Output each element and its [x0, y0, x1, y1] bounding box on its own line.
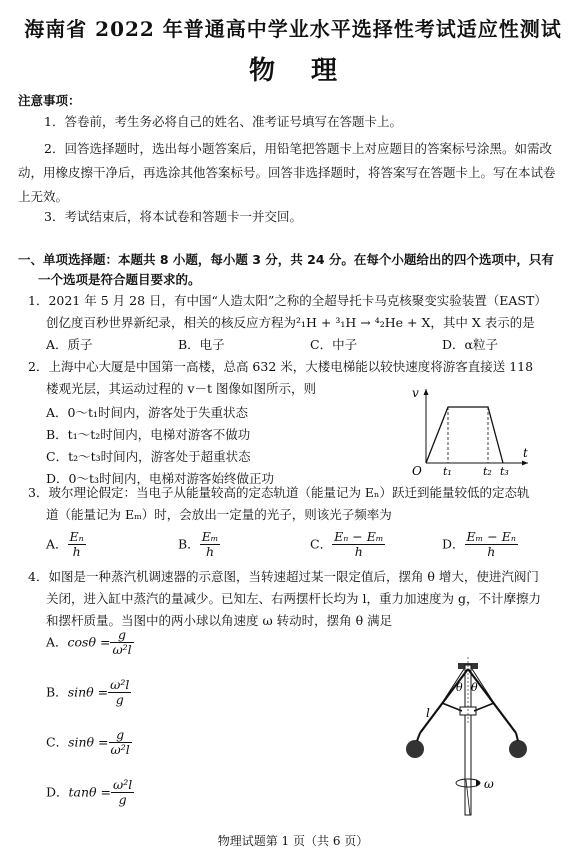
q4-option-d-fn: tanθ = [68, 784, 112, 800]
q4-stem-line-1: 4．如图是一种蒸汽机调速器的示意图，当转速超过某一限定值后，摆角 θ 增大，使进汽阀门 [28, 569, 539, 584]
q2-option-c: C．t₂～t₃时间内，游客处于超重状态 [46, 449, 251, 464]
q4-a-num: g [110, 628, 133, 643]
q1-stem-line-1: 1．2021 年 5 月 28 日，有中国“人造太阳”之称的全超导托卡马克核聚变实验装置（EAST） [28, 293, 547, 308]
q3-options [46, 524, 566, 564]
page-footer: 物理试题第 1 页（共 6 页） [217, 834, 369, 848]
q2-option-d: D．0～t₃时间内，电梯对游客始终做正功 [46, 471, 275, 486]
theta-right-label: θ [471, 681, 478, 694]
q3-stem-line-2: 道（能量记为 Eₘ）时，会放出一定量的光子，则该光子频率为 [46, 507, 392, 522]
v-label: v [412, 386, 419, 400]
q1-options [46, 336, 566, 356]
t3-label: t₃ [500, 465, 509, 477]
q1-option-b: B．电子 [178, 337, 225, 352]
q4-option-b [46, 678, 131, 708]
q2-option-a: A．0～t₁时间内，游客处于失重状态 [46, 405, 249, 420]
q2-options [46, 402, 396, 490]
q4-d-num: ω²l [113, 777, 133, 792]
theta-left-label: θ [456, 681, 463, 694]
q1-option-d: D．α粒子 [442, 337, 498, 352]
q3-stem-line-1: 3．玻尔理论假定：当电子从能量较高的定态轨道（能量记为 Eₙ）跃迁到能量较低的定态轨 [28, 485, 530, 500]
v-axis-arrow [424, 389, 429, 395]
q1-stem-c: ，其中 X 表示的是 [430, 315, 535, 330]
q4-d-den: g [118, 792, 127, 808]
omega-label: ω [484, 777, 494, 791]
section-1-text: 一、单项选择题：本题共 8 小题，每小题 3 分，共 24 分。在每个小题给出的四个选项中，只有一个选项是符合题目要求的。 [18, 252, 554, 287]
q2-option-b: B．t₁～t₂时间内，电梯对游客不做功 [46, 427, 251, 442]
t1-label: t₁ [443, 465, 452, 477]
governor-figure [398, 655, 538, 827]
notice-item-3: 3．考试结束后，将本试卷和答题卡一并交回。 [44, 209, 302, 224]
rotation-arrow-head [476, 779, 480, 787]
q3-option-c [310, 530, 385, 560]
q3-option-b-label: B． [178, 536, 200, 552]
q4-stem-line-3: 和摆杆质量。当图中的两小球以角速度 ω 转动时，摆角 θ 满足 [46, 613, 393, 628]
q4-option-b-fn: sinθ = [67, 684, 109, 700]
vt-curve [426, 407, 503, 463]
q4-options [46, 628, 246, 824]
q3-option-d-label: D． [442, 536, 465, 552]
q4-option-c [46, 728, 132, 758]
q3-option-a [46, 530, 86, 560]
q3-a-num: Eₙ [69, 529, 84, 544]
q4-a-den: ω²l [112, 642, 132, 658]
q3-option-d [442, 530, 518, 560]
q1-stem-line-2 [46, 314, 586, 333]
right-link [474, 703, 494, 711]
right-arm [468, 669, 516, 733]
q4-option-d-label: D． [46, 784, 69, 800]
l-label: l [426, 706, 430, 720]
q4-option-a-fn: cosθ = [67, 634, 111, 650]
q3-b-num: Eₘ [201, 529, 219, 544]
q4-c-num: g [109, 728, 132, 743]
q2-stem-line-1: 2．上海中心大厦是中国第一高楼，总高 632 米，大楼电梯能以较快速度将游客直接送 118 [28, 359, 534, 374]
q4-c-den: ω²l [110, 742, 130, 758]
notice-item-2: 2．回答选择题时，选出每小题答案后，用铅笔把答题卡上对应题目的答案标号涂黑。如需改动，用橡皮擦干净后，再选涂其他答案标号。回答非选择题时，将答案写在答题卡上。写在本试卷上无效。 [18, 141, 556, 204]
left-link [442, 703, 462, 711]
q4-stem-line-2: 关闭，进入缸中蒸汽的量减少。已知左、右两摆杆长均为 l，重力加速度为 g，不计摩擦力 [46, 591, 541, 606]
q4-option-b-label: B． [46, 684, 68, 700]
q3-d-num: Eₘ − Eₙ [466, 529, 516, 544]
q1-option-a: A．质子 [46, 337, 93, 352]
left-arm [420, 669, 468, 733]
q3-c-den: h [354, 544, 363, 560]
right-ball-rod [516, 733, 518, 741]
q3-b-den: h [206, 544, 215, 560]
notice-heading: 注意事项： [18, 93, 81, 108]
section-1-heading [18, 250, 566, 290]
q1-equation: ²₁H + ³₁H → ⁴₂He + X [296, 315, 431, 330]
q1-stem-b: 创亿度百秒世界新纪录，相关的核反应方程为 [46, 315, 297, 330]
subject-title: 物理 [248, 56, 373, 86]
q3-a-den: h [72, 544, 81, 560]
q4-b-den: g [115, 692, 124, 708]
t-axis-arrow [522, 461, 528, 466]
q4-b-num: ω²l [110, 677, 130, 692]
q3-d-den: h [487, 544, 496, 560]
q4-option-d [46, 778, 134, 808]
origin-label: O [412, 464, 422, 477]
q3-c-num: Eₙ − Eₘ [334, 529, 384, 544]
q4-option-c-fn: sinθ = [68, 734, 109, 750]
left-ball [406, 740, 424, 758]
t2-label: t₂ [483, 465, 492, 477]
q3-option-b [178, 530, 220, 560]
notice-item-1: 1．答卷前，考生务必将自己的姓名、准考证号填写在答题卡上。 [44, 114, 402, 129]
vt-graph [408, 385, 533, 477]
q4-option-c-label: C． [46, 734, 69, 750]
q4-option-a [46, 628, 134, 658]
t-label: t [523, 446, 528, 460]
q3-option-c-label: C． [310, 536, 333, 552]
right-ball [509, 740, 527, 758]
exam-title: 海南省 2022 年普通高中学业水平选择性考试适应性测试 [24, 17, 562, 41]
q2-stem-line-2: 楼观光层，其运动过程的 v－t 图像如图所示，则 [46, 381, 317, 396]
q4-option-a-label: A． [46, 634, 68, 650]
q1-option-c: C．中子 [310, 337, 358, 352]
q3-option-a-label: A． [46, 536, 68, 552]
left-ball-rod [417, 733, 420, 741]
